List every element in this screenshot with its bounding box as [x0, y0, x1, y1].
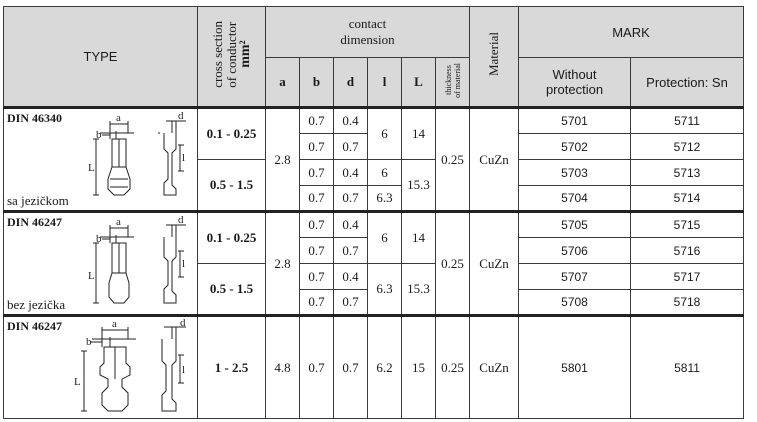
dim-d-header: d: [334, 58, 368, 108]
mark-sn-cell: 5717: [631, 264, 744, 290]
mark-sn-cell: 5715: [631, 212, 744, 238]
subtitle-with-tab: sa jezičkom: [7, 193, 69, 208]
dim-d-cell: 0.4: [334, 264, 368, 290]
mark-without-cell: 5706: [519, 238, 631, 264]
dim-l-header: l: [368, 58, 402, 108]
dim-b-cell: 0.7: [300, 212, 334, 238]
without-protection-header: Without protection: [519, 58, 631, 108]
dim-l-cell: 6: [368, 108, 402, 160]
dim-b-cell: 0.7: [300, 108, 334, 134]
dim-l-cell: 6.3: [368, 264, 402, 316]
dim-d-cell: 0.7: [334, 238, 368, 264]
din-label: DIN 46247: [7, 319, 63, 333]
dim-L-cell: 14: [402, 212, 436, 264]
dim-b-header: b: [300, 58, 334, 108]
mark-sn-cell: 5811: [631, 316, 744, 419]
cross-section-cell: 0.5 - 1.5: [198, 160, 266, 212]
dim-d-cell: 0.7: [334, 316, 368, 419]
dim-d-cell: 0.4: [334, 160, 368, 186]
dim-l-cell: 6: [368, 212, 402, 264]
mark-sn-cell: 5712: [631, 134, 744, 160]
subtitle-without-tab: bez jezička: [7, 297, 66, 312]
dim-a-header: a: [266, 58, 300, 108]
table-row: [4, 212, 744, 238]
terminal-drawing-large: [4, 317, 198, 420]
drawing-label-L: L: [88, 162, 95, 174]
drawing-label-a: a: [112, 318, 117, 330]
material-cell: CuZn: [470, 212, 519, 316]
dim-d-cell: 0.7: [334, 186, 368, 212]
protection-sn-header: Protection: Sn: [631, 58, 744, 108]
dim-d-cell: 0.4: [334, 212, 368, 238]
drawing-label-d: d: [178, 214, 184, 226]
dim-d-cell: 0.7: [334, 290, 368, 316]
mark-sn-cell: 5711: [631, 108, 744, 134]
mark-sn-cell: 5714: [631, 186, 744, 212]
dim-L-cell: 15: [402, 316, 436, 419]
thickness-header: thickness of material: [436, 58, 470, 108]
mark-without-cell: 5702: [519, 134, 631, 160]
dim-b-cell: 0.7: [300, 134, 334, 160]
drawing-label-L: L: [88, 270, 95, 282]
material-header: Material: [470, 7, 519, 108]
mark-without-cell: 5703: [519, 160, 631, 186]
mark-without-cell: 5705: [519, 212, 631, 238]
thickness-cell: 0.25: [436, 316, 470, 419]
terminal-spec-table: [3, 6, 744, 419]
dim-l-cell: 6.3: [368, 186, 402, 212]
mark-header: MARK: [519, 7, 744, 58]
dim-b-cell: 0.7: [300, 264, 334, 290]
dim-b-cell: 0.7: [300, 238, 334, 264]
dim-a-cell: 2.8: [266, 212, 300, 316]
mark-sn-cell: 5718: [631, 290, 744, 316]
dim-b-cell: 0.7: [300, 160, 334, 186]
dim-a-cell: 4.8: [266, 316, 300, 419]
mark-without-cell: 5708: [519, 290, 631, 316]
din-label: DIN 46247: [7, 215, 63, 229]
dim-d-cell: 0.4: [334, 108, 368, 134]
mark-without-cell: 5707: [519, 264, 631, 290]
dim-b-cell: 0.7: [300, 290, 334, 316]
drawing-label-l: l: [182, 152, 186, 164]
drawing-label-a: a: [116, 216, 121, 228]
dim-b-cell: 0.7: [300, 186, 334, 212]
cross-section-cell: 1 - 2.5: [198, 316, 266, 419]
dim-l-cell: 6: [368, 160, 402, 186]
drawing-label-l: l: [182, 364, 186, 376]
drawing-label-l: l: [182, 258, 186, 270]
dim-d-cell: 0.7: [334, 134, 368, 160]
mark-without-cell: 5704: [519, 186, 631, 212]
dim-l-cell: 6.2: [368, 316, 402, 419]
material-cell: CuZn: [470, 316, 519, 419]
cross-section-header: [198, 7, 266, 108]
dim-a-cell: 2.8: [266, 108, 300, 212]
type-cell-din46340: [4, 108, 198, 212]
thickness-cell: 0.25: [436, 212, 470, 316]
material-cell: CuZn: [470, 108, 519, 212]
drawing-label-b: b: [96, 129, 102, 141]
cross-section-label: cross section of conductor mm²: [209, 21, 253, 88]
contact-dimension-header: contact dimension: [266, 7, 470, 58]
drawing-label-d: d: [180, 317, 186, 329]
mark-sn-cell: 5716: [631, 238, 744, 264]
thickness-cell: 0.25: [436, 108, 470, 212]
mark-sn-cell: 5713: [631, 160, 744, 186]
mark-without-cell: 5701: [519, 108, 631, 134]
cross-section-cell: 0.1 - 0.25: [198, 212, 266, 264]
drawing-label-d: d: [178, 110, 184, 122]
dim-L-header: L: [402, 58, 436, 108]
type-cell-din46247-large: [4, 316, 198, 419]
drawing-label-a: a: [116, 112, 121, 124]
drawing-label-b: b: [86, 336, 92, 348]
dim-b-cell: 0.7: [300, 316, 334, 419]
din-label: DIN 46340: [7, 111, 63, 125]
drawing-label-b: b: [96, 233, 102, 245]
dim-L-cell: 14: [402, 108, 436, 160]
drawing-label-L: L: [74, 376, 81, 388]
type-cell-din46247-small: [4, 212, 198, 316]
dim-L-cell: 15.3: [402, 264, 436, 316]
type-header: TYPE: [4, 7, 198, 108]
cross-section-cell: 0.5 - 1.5: [198, 264, 266, 316]
cross-section-cell: 0.1 - 0.25: [198, 108, 266, 160]
table-row: [4, 316, 744, 419]
mark-without-cell: 5801: [519, 316, 631, 419]
dim-L-cell: 15.3: [402, 160, 436, 212]
table-row: [4, 108, 744, 134]
